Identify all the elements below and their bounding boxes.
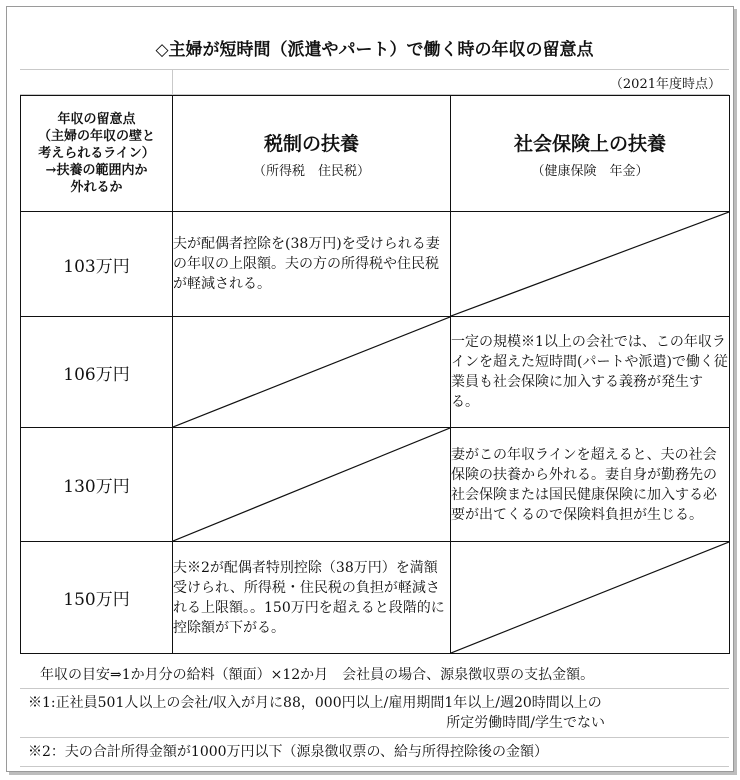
diagonal-strike bbox=[451, 212, 729, 316]
document-body bbox=[20, 31, 729, 767]
footnote-1-line: 所定労働時間/学生でない bbox=[446, 715, 605, 731]
document-frame bbox=[6, 6, 734, 772]
header-tax-dependent bbox=[173, 96, 451, 212]
header-income-points bbox=[21, 96, 173, 212]
tax-title: 税制の扶養 bbox=[263, 132, 359, 155]
social-cell: 一定の規模※1以上の会社では、この年収ラインを超えた短時間(パートや派遣)で働く従業員も社会保険に加入する義務が発生する。 bbox=[451, 317, 730, 428]
header-line: 考えられるライン） bbox=[38, 146, 155, 161]
table-header-row bbox=[21, 96, 730, 212]
header-line: 外れるか bbox=[70, 180, 123, 195]
as-of-row bbox=[20, 70, 729, 95]
header-line: 年収の留意点 bbox=[57, 112, 136, 127]
footnote-2: ※2：夫の合計所得金額が1000万円以下（源泉徴収票の、給与所得控除後の金額） bbox=[20, 737, 729, 767]
income-guide-note: 年収の目安⇒1か月分の給料（額面）×12か月 会社員の場合、源泉徴収票の支払金額。 bbox=[40, 667, 595, 683]
header-line: →扶養の範囲内か bbox=[45, 163, 148, 178]
footnote-1-line: ※1:正社員501人以上の会社/収入が月に88，000円以上/雇用期間1年以上/週20時間以上の bbox=[28, 695, 602, 711]
social-cell: 妻がこの年収ラインを超えると、夫の社会保険の扶養から外れる。妻自身が勤務先の社会保険または国民健康保険に加入する必要が出てくるので保険料負担が生じる。 bbox=[451, 428, 730, 542]
amount-cell: 150万円 bbox=[21, 542, 173, 654]
tax-subtitle: （所得税 住民税） bbox=[252, 163, 370, 179]
amount-cell: 103万円 bbox=[21, 212, 173, 317]
footnote-1 bbox=[20, 688, 729, 737]
as-of-divider bbox=[172, 70, 173, 94]
social-title: 社会保険上の扶養 bbox=[513, 132, 666, 155]
amount-cell: 130万円 bbox=[21, 428, 173, 542]
income-threshold-table bbox=[20, 95, 730, 654]
as-of-label: （2021年度時点） bbox=[609, 77, 721, 92]
table-row bbox=[21, 317, 730, 428]
diagonal-strike bbox=[173, 317, 450, 427]
amount-cell: 106万円 bbox=[21, 317, 173, 428]
diagonal-strike bbox=[173, 428, 450, 541]
social-cell-empty bbox=[451, 212, 730, 317]
diagonal-strike bbox=[451, 542, 729, 653]
social-subtitle: （健康保険 年金） bbox=[531, 163, 649, 179]
table-row bbox=[21, 212, 730, 317]
social-cell-empty bbox=[451, 542, 730, 654]
tax-cell-empty bbox=[173, 317, 451, 428]
tax-cell-empty bbox=[173, 428, 451, 542]
tax-cell: 夫※2が配偶者特別控除（38万円）を満額受けられ、所得税・住民税の負担が軽減される上限額。。150万円を超えると段階的に控除額が下がる。 bbox=[173, 542, 451, 654]
page-title: ◇主婦が短時間（派遣やパート）で働く時の年収の留意点 bbox=[20, 31, 729, 70]
table-row bbox=[21, 542, 730, 654]
table-row bbox=[21, 428, 730, 542]
header-line: （主婦の年収の壁と bbox=[37, 129, 155, 144]
header-social-insurance bbox=[451, 96, 730, 212]
tax-cell: 夫が配偶者控除を(38万円)を受けられる妻の年収の上限額。夫の方の所得税や住民税が軽減される。 bbox=[173, 212, 451, 317]
